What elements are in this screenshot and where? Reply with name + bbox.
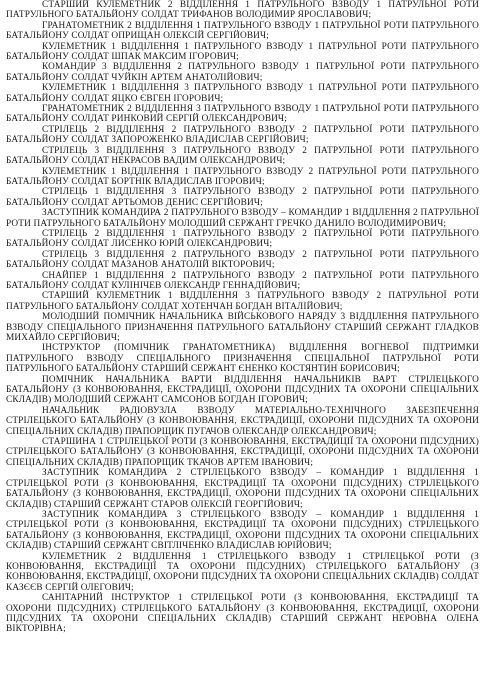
paragraph: СТРІЛЕЦЬ 2 ВІДДІЛЕННЯ 1 ПАТРУЛЬНОГО ВЗВОДУ 2 ПАТРУЛЬНОЇ РОТИ ПАТРУЛЬНОГО БАТАЛЬЙОНУ СОЛДАТ ЛИСЕНКО ЮРІЙ ОЛЕКСАНДРОВИЧ; <box>6 228 479 250</box>
paragraph: ІНСТРУКТОР (ПОМІЧНИК ГРАНАТОМЕТНИКА) ВІДДІЛЕННЯ ВОГНЕВОЇ ПІДТРИМКИ ПАТРУЛЬНОГО ВЗВОДУ СПЕЦІАЛЬНОГО ПРИЗНАЧЕННЯ СПЕЦІАЛЬНОЇ ПАТРУЛЬНОЇ РОТИ ПАТРУЛЬНОГО БАТАЛЬЙОНУ СТАРШИЙ СЕРЖАНТ ЄНЕНКО КОСТЯНТИН БОРИСОВИЧ; <box>6 343 479 375</box>
paragraph: СТАРШИНА 1 СТРІЛЕЦЬКОЇ РОТИ (З КОНВОЮВАННЯ, ЕКСТРАДИЦІЇ ТА ОХОРОНИ ПІДСУДНИХ) СТРІЛЕЦЬКОГО БАТАЛЬЙОНУ (З КОНВОЮВАННЯ, ЕКСТРАДИЦІЇ, ОХОРОНИ ПІДСУДНИХ ТА ОХОРОНИ СПЕЦІАЛЬНИХ СКЛАДІВ) ПРАПОРЩИК ТКАЧОВ АРТЕМ ІВАНОВИЧ; <box>6 437 479 468</box>
paragraph: ГРАНАТОМЕТНИК 2 ВІДДІЛЕННЯ 1 ПАТРУЛЬНОГО ВЗВОДУ 1 ПАТРУЛЬНОЇ РОТИ ПАТРУЛЬНОГО БАТАЛЬЙОНУ СОЛДАТ ОПРИЩАН ОЛЕКСІЙ СЕРГІЙОВИЧ; <box>6 20 479 42</box>
paragraph: КОМАНДИР 3 ВІДДІЛЕННЯ 2 ПАТРУЛЬНОГО ВЗВОДУ 1 ПАТРУЛЬНОЇ РОТИ ПАТРУЛЬНОГО БАТАЛЬЙОНУ СОЛДАТ ЧУЙКІН АРТЕМ АНАТОЛІЙОВИЧ; <box>6 62 479 83</box>
paragraph: СТРІЛЕЦЬ 3 ВІДДІЛЕННЯ 3 ПАТРУЛЬНОГО ВЗВОДУ 2 ПАТРУЛЬНОЇ РОТИ ПАТРУЛЬНОГО БАТАЛЬЙОНУ СОЛДАТ НЕКРАСОВ ВАДИМ ОЛЕКСАНДРОВИЧ; <box>6 145 479 167</box>
paragraph: САНІТАРНИЙ ІНСТРУКТОР 1 СТРІЛЕЦЬКОЇ РОТИ (З КОНВОЮВАННЯ, ЕКСТРАДИЦІЇ ТА ОХОРОНИ ПІДСУДНИХ) СТРІЛЕЦЬКОГО БАТАЛЬЙОНУ (З КОНВОЮВАННЯ, ЕКСТРАДИЦІЇ, ОХОРОНИ ПІДСУДНИХ ТА ОХОРОНИ СПЕЦІАЛЬНИХ СКЛАДІВ) СТАРШИЙ СЕРЖАНТ НЕРОВНА ОЛЕНА ВІКТОРІВНА; <box>6 593 479 635</box>
document-body <box>6 0 479 635</box>
paragraph: КУЛЕМЕТНИК 1 ВІДДІЛЕННЯ 3 ПАТРУЛЬНОГО ВЗВОДУ 1 ПАТРУЛЬНОЇ РОТИ ПАТРУЛЬНОГО БАТАЛЬЙОНУ СОЛДАТ ЯЦКО ЄВГЕН ІГОРОВИЧ; <box>6 83 479 104</box>
paragraph: СТРІЛЕЦЬ 1 ВІДДІЛЕННЯ 3 ПАТРУЛЬНОГО ВЗВОДУ 2 ПАТРУЛЬНОЇ РОТИ ПАТРУЛЬНОГО БАТАЛЬЙОНУ СОЛДАТ АРТЬОМОВ ДЕНИС СЕРГІЙОВИЧ; <box>6 187 479 208</box>
paragraph: СТАРШИЙ КУЛЕМЕТНИК 1 ВІДДІЛЕННЯ 3 ПАТРУЛЬНОГО ВЗВОДУ 2 ПАТРУЛЬНОЇ РОТИ ПАТРУЛЬНОГО БАТАЛЬЙОНУ СОЛДАТ ХОТЕНЧАН БОГДАН ВІТАЛІЙОВИЧ; <box>6 291 479 312</box>
paragraph: КУЛЕМЕТНИК 1 ВІДДІЛЕННЯ 1 ПАТРУЛЬНОГО ВЗВОДУ 2 ПАТРУЛЬНОЇ РОТИ ПАТРУЛЬНОГО БАТАЛЬЙОНУ СОЛДАТ БОРТНІК ВЛАДИСЛАВ ІГОРОВИЧ; <box>6 166 479 187</box>
paragraph: КУЛЕМЕТНИК 1 ВІДДІЛЕННЯ 1 ПАТРУЛЬНОГО ВЗВОДУ 1 ПАТРУЛЬНОЇ РОТИ ПАТРУЛЬНОГО БАТАЛЬЙОНУ СОЛДАТ ШПАК МАКСИМ ІГОРОВИЧ; <box>6 41 479 63</box>
paragraph: НАЧАЛЬНИК РАДІОВУЗЛА ВЗВОДУ МАТЕРІАЛЬНО-ТЕХНІЧНОГО ЗАБЕЗПЕЧЕННЯ СТРІЛЕЦЬКОГО БАТАЛЬЙОНУ (З КОНВОЮВАННЯ, ЕКСТРАДИЦІЇ, ОХОРОНИ ПІДСУДНИХ ТА ОХОРОНИ СПЕЦІАЛЬНИХ СКЛАДІВ) ПРАПОРЩИК ПУГАЧОВ ОЛЕКСАНДР ОЛЕКСАНДРОВИЧ; <box>6 405 479 437</box>
paragraph: КУЛЕМЕТНИК 2 ВІДДІЛЕННЯ 1 СТРІЛЕЦЬКОГО ВЗВОДУ 1 СТРІЛЕЦЬКОЇ РОТИ (З КОНВОЮВАННЯ, ЕКСТРАДИЦІЇ ТА ОХОРОНИ ПІДСУДНИХ) СТРІЛЕЦЬКОГО БАТАЛЬЙОНУ (З КОНВОЮВАННЯ, ЕКСТРАДИЦІЇ, ОХОРОНИ ПІДСУДНИХ ТА ОХОРОНИ СПЕЦІАЛЬНИХ СКЛАДІВ) СОЛДАТ КАЗЄЄВ СЕРГІЙ ОЛЕГОВИЧ; <box>6 551 479 593</box>
paragraph: ГРАНАТОМЕТНИК 2 ВІДДІЛЕННЯ 3 ПАТРУЛЬНОГО ВЗВОДУ 1 ПАТРУЛЬНОЇ РОТИ ПАТРУЛЬНОГО БАТАЛЬЙОНУ СОЛДАТ РИНКОВИЙ СЕРГІЙ ОЛЕКСАНДРОВИЧ; <box>6 104 479 125</box>
paragraph: СТРІЛЕЦЬ 3 ВІДДІЛЕННЯ 2 ПАТРУЛЬНОГО ВЗВОДУ 2 ПАТРУЛЬНОЇ РОТИ ПАТРУЛЬНОГО БАТАЛЬЙОНУ СОЛДАТ МАЗАНОВ АНАТОЛІЙ ВІКТОРОВИЧ; <box>6 249 479 271</box>
paragraph: СТРІЛЕЦЬ 2 ВІДДІЛЕННЯ 2 ПАТРУЛЬНОГО ВЗВОДУ 2 ПАТРУЛЬНОЇ РОТИ ПАТРУЛЬНОГО БАТАЛЬЙОНУ СОЛДАТ ЗАПОРОЖЕНКО ВЛАДИСЛАВ СЕРГІЙОВИЧ; <box>6 124 479 146</box>
paragraph: ЗАСТУПНИК КОМАНДИРА 3 СТРІЛЕЦЬКОГО ВЗВОДУ – КОМАНДИР 1 ВІДДІЛЕННЯ 1 СТРІЛЕЦЬКОЇ РОТИ (З КОНВОЮВАННЯ, ЕКСТРАДИЦІЇ ТА ОХОРОНИ ПІДСУДНИХ) СТРІЛЕЦЬКОГО БАТАЛЬЙОНУ (З КОНВОЮВАННЯ, ЕКСТРАДИЦІЇ, ОХОРОНИ ПІДСУДНИХ ТА ОХОРОНИ СПЕЦІАЛЬНИХ СКЛАДІВ) СТАРШИЙ СЕРЖАНТ СВІТЛІЧЕНКО ВЛАДИСЛАВ ЮРІЙОВИЧ; <box>6 509 479 552</box>
paragraph: СТАРШИЙ КУЛЕМЕТНИК 2 ВІДДІЛЕННЯ 1 ПАТРУЛЬНОГО ВЗВОДУ 1 ПАТРУЛЬНОЇ РОТИ ПАТРУЛЬНОГО БАТАЛЬЙОНУ СОЛДАТ ТРИФАНОВ ВОЛОДИМИР ЯРОСЛАВОВИЧ; <box>6 0 479 21</box>
paragraph: СНАЙПЕР 1 ВІДДІЛЕННЯ 2 ПАТРУЛЬНОГО ВЗВОДУ 2 ПАТРУЛЬНОЇ РОТИ ПАТРУЛЬНОГО БАТАЛЬЙОНУ СОЛДАТ КУЛІНІЧЕВ ОЛЕКСАНДР ГЕННАДІЙОВИЧ; <box>6 270 479 291</box>
paragraph: ЗАСТУПНИК КОМАНДИРА 2 ПАТРУЛЬНОГО ВЗВОДУ – КОМАНДИР 1 ВІДДІЛЕННЯ 2 ПАТРУЛЬНОЇ РОТИ ПАТРУЛЬНОГО БАТАЛЬЙОНУ МОЛОДШИЙ СЕРЖАНТ ГРЕЧКО ДАНИЛО ВОЛОДИМИРОВИЧ; <box>6 208 479 229</box>
paragraph: ПОМІЧНИК НАЧАЛЬНИКА ВАРТИ ВІДДІЛЕННЯ НАЧАЛЬНИКІВ ВАРТ СТРІЛЕЦЬКОГО БАТАЛЬЙОНУ (З КОНВОЮВАННЯ, ЕКСТРАДИЦІЇ, ОХОРОНИ ПІДСУДНИХ ТА ОХОРОНИ СПЕЦІАЛЬНИХ СКЛАДІВ) МОЛОДШИЙ СЕРЖАНТ САМСОНОВ БОГДАН ІГОРОВИЧ; <box>6 374 479 406</box>
paragraph: МОЛОДШИЙ ПОМІЧНИК НАЧАЛЬНИКА ВІЙСЬКОВОГО НАРЯДУ 3 ВІДДІЛЕННЯ ПАТРУЛЬНОГО ВЗВОДУ СПЕЦІАЛЬНОГО ПРИЗНАЧЕННЯ ПАТРУЛЬНОГО БАТАЛЬЙОНУ СТАРШИЙ СЕРЖАНТ ГЛАДКОВ МИХАЙЛО СЕРГІЙОВИЧ; <box>6 312 479 343</box>
paragraph: ЗАСТУПНИК КОМАНДИРА 2 СТРІЛЕЦЬКОГО ВЗВОДУ – КОМАНДИР 1 ВІДДІЛЕННЯ 1 СТРІЛЕЦЬКОЇ РОТИ (З КОНВОЮВАННЯ, ЕКСТРАДИЦІЇ ТА ОХОРОНИ ПІДСУДНИХ) СТРІЛЕЦЬКОГО БАТАЛЬЙОНУ (З КОНВОЮВАННЯ, ЕКСТРАДИЦІЇ, ОХОРОНИ ПІДСУДНИХ ТА ОХОРОНИ СПЕЦІАЛЬНИХ СКЛАДІВ) СТАРШИЙ СЕРЖАНТ СТАРОВ ОЛЕКСІЙ ГЕОРГІЙОВИЧ; <box>6 468 479 510</box>
